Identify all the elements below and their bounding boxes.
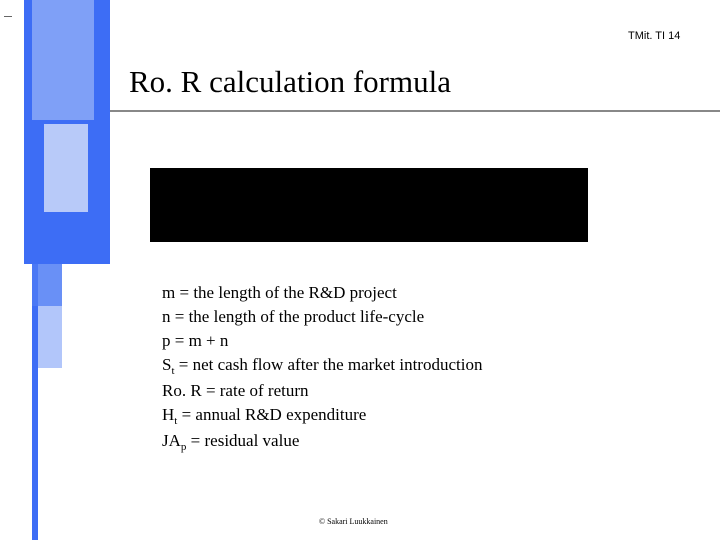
decor-bar-light xyxy=(38,264,62,368)
decor-bar-pale xyxy=(44,124,88,212)
definition-p: p = m + n xyxy=(162,331,229,350)
definition-ht: $H_t$ = annual R&D expenditure xyxy=(162,405,367,427)
slide-number: TMit. TI 14 xyxy=(628,30,681,42)
title-divider xyxy=(110,110,720,112)
definition-st: $S_t$ = net cash flow after the market introduction xyxy=(162,355,483,377)
copyright-footer: © Sakari Luukkainen xyxy=(319,517,388,526)
decor-corner-tick xyxy=(4,16,12,17)
slide-title: Ro. R calculation formula xyxy=(129,64,451,99)
formula-image xyxy=(150,168,588,242)
definition-ror: Ro. R = rate of return xyxy=(162,381,309,400)
decor-bar-mid xyxy=(32,0,94,120)
definition-n: n = the length of the product life-cycle xyxy=(162,307,425,326)
definition-list xyxy=(162,281,482,455)
definition-jap: $JA_p$ = residual value xyxy=(162,431,300,453)
definition-m: m = the length of the R&D project xyxy=(162,283,397,302)
